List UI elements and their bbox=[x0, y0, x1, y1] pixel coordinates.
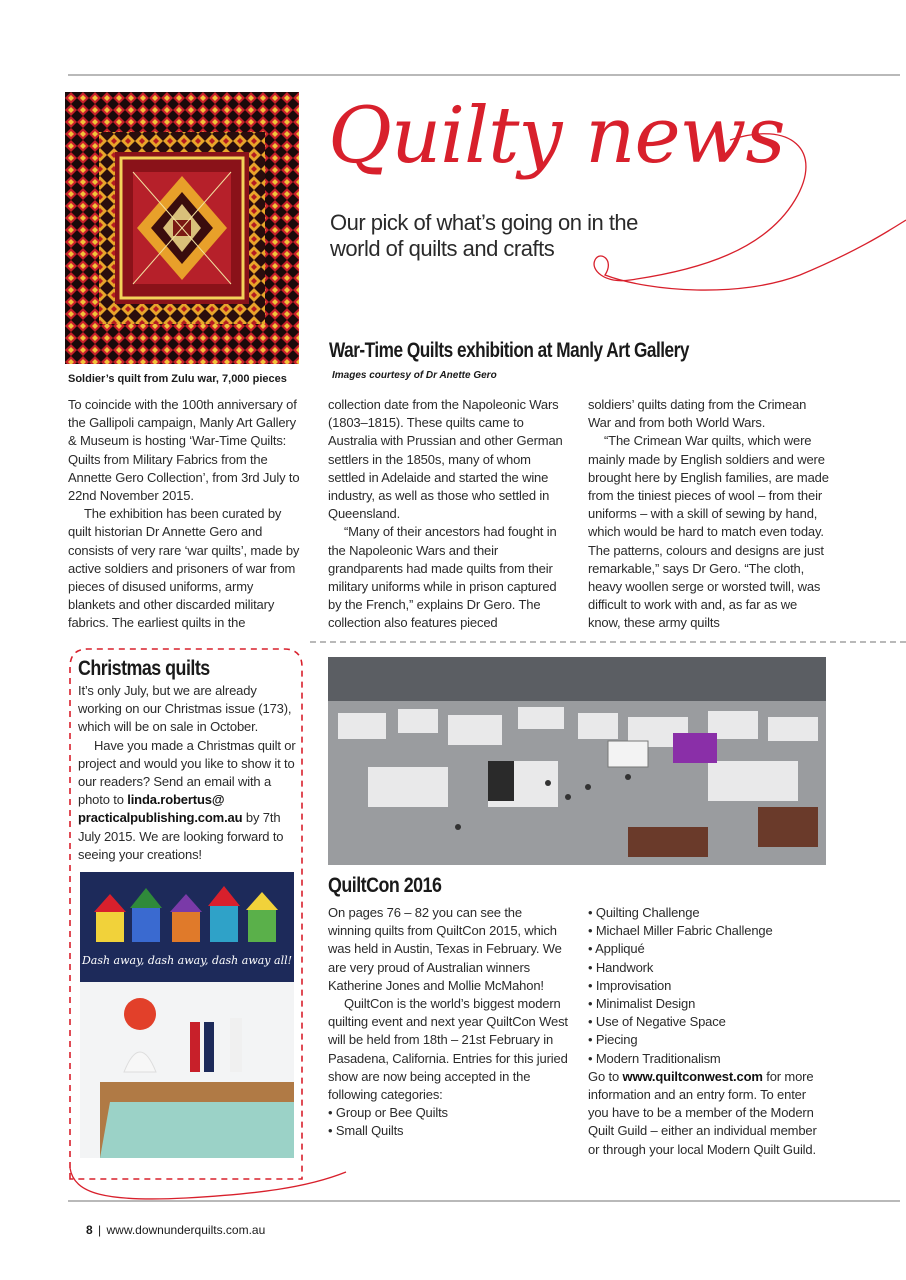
text: for more information and an entry form. To enter you have to be a member of the Modern Quilt Guild – either an individual member or through your local Modern Quilt Guild. bbox=[588, 1068, 817, 1157]
category-item: • Piecing bbox=[588, 1032, 638, 1048]
text: Have you made a Christmas quilt or project and would you like to show it to our readers? Send an email with a photo to bbox=[78, 737, 296, 808]
footer bbox=[86, 1223, 265, 1237]
quiltcon-column-2 bbox=[588, 904, 828, 1159]
war-time-column-3 bbox=[588, 396, 832, 633]
paragraph bbox=[588, 1068, 828, 1159]
war-time-heading: War-Time Quilts exhibition at Manly Art Gallery bbox=[329, 339, 689, 362]
paragraph: QuiltCon is the world’s biggest modern quilting event and next year QuiltCon West will be held from 18th – 21st February in Pasadena, California. Entries for this juried show are now being accepted in the following categories: bbox=[328, 996, 568, 1103]
category-item: • Quilting Challenge bbox=[588, 905, 700, 920]
paragraph: collection date from the Napoleonic Wars (1803–1815). These quilts came to Australia with Prussian and other German settlers in the 1850s, many of whom settled in Adelaide and started the wine industry, as well as those who settled in Queensland. bbox=[328, 397, 563, 522]
email-link[interactable]: linda.robertus@ practicalpublishing.com.au bbox=[78, 792, 243, 826]
category-item: • Small Quilts bbox=[328, 1123, 404, 1139]
website-link[interactable]: www.quiltconwest.com bbox=[622, 1068, 763, 1084]
christmas-text bbox=[78, 682, 300, 864]
paragraph: “Many of their ancestors had fought in the Napoleonic Wars and their grandparents had made quilts from their military uniforms while in prison captured by the French,” explains Dr Gero. The collection also features pieced bbox=[328, 524, 557, 631]
soldiers-quilt-photo bbox=[65, 92, 299, 364]
category-item: • Michael Miller Fabric Challenge bbox=[588, 923, 773, 939]
footer-separator: | bbox=[98, 1223, 102, 1237]
quiltcon-column-1 bbox=[328, 904, 568, 1141]
masthead-title: Quilty news bbox=[328, 91, 785, 181]
category-item: • Modern Traditionalism bbox=[588, 1050, 721, 1066]
section-divider bbox=[310, 641, 906, 643]
war-time-column-2 bbox=[328, 396, 570, 633]
category-item: • Use of Negative Space bbox=[588, 1014, 726, 1030]
category-item: • Appliqué bbox=[588, 941, 645, 957]
quiltcon-heading: QuiltCon 2016 bbox=[328, 874, 442, 897]
footer-url[interactable]: www.downunderquilts.com.au bbox=[106, 1223, 266, 1237]
category-item: • Group or Bee Quilts bbox=[328, 1105, 448, 1121]
page-number: 8 bbox=[86, 1223, 93, 1237]
paragraph: “The Crimean War quilts, which were mainly made by English soldiers and were brought here by English families, are made from the tiniest pieces of wool – from their uniforms – with a skill of sewing by hand, which would be hard to match even today. The patterns, colours and designs are just remarkable,” says Dr Gero. “The cloth, heavy woollen serge or worsted twill, was difficult to work with and, as far as we know, these army quilts bbox=[588, 433, 829, 631]
quiltcon-photo bbox=[328, 657, 826, 865]
top-rule bbox=[68, 74, 900, 76]
paragraph bbox=[78, 737, 300, 864]
soldiers-quilt-caption: Soldier’s quilt from Zulu war, 7,000 pieces bbox=[68, 373, 287, 385]
category-item: • Handwork bbox=[588, 959, 654, 975]
category-item: • Minimalist Design bbox=[588, 996, 696, 1012]
masthead-subtitle-line2: world of quilts and crafts bbox=[330, 236, 555, 261]
paragraph: soldiers’ quilts dating from the Crimean War and from both World Wars. bbox=[588, 397, 807, 431]
paragraph: To coincide with the 100th anniversary of the Gallipoli campaign, Manly Art Gallery & Museum is hosting ‘War-Time Quilts: Quilts from Military Fabrics from the Annette Gero Collection’, from 3rd July to 22nd November 2015. bbox=[68, 397, 300, 504]
bottom-rule bbox=[68, 1200, 900, 1202]
category-item: • Improvisation bbox=[588, 977, 672, 993]
masthead-subtitle-line1: Our pick of what’s going on in the bbox=[330, 210, 638, 235]
image-credit: Images courtesy of Dr Anette Gero bbox=[332, 370, 497, 381]
war-time-column-1 bbox=[68, 396, 302, 633]
paragraph: It’s only July, but we are already working on our Christmas issue (173), which will be on sale in October. bbox=[78, 683, 292, 735]
christmas-heading: Christmas quilts bbox=[78, 657, 210, 680]
christmas-quilt-photo bbox=[80, 872, 294, 1158]
bottom-thread-decoration bbox=[66, 1168, 366, 1204]
paragraph: On pages 76 – 82 you can see the winning quilts from QuiltCon 2015, which was held in Austin, Texas in February. We are very proud of Australian winners Katherine Jones and Mollie McMahon! bbox=[328, 905, 562, 993]
text: Go to bbox=[588, 1068, 623, 1084]
paragraph: The exhibition has been curated by quilt historian Dr Annette Gero and consists of very rare ‘war quilts’, made by active soldiers and prisoners of war from pieces of disused uniforms, army blankets and other discarded military fabrics. The earliest quilts in the bbox=[68, 506, 300, 631]
quilt-banner-text: Dash away, dash away, dash away all! bbox=[81, 954, 293, 967]
text: by 7th July 2015. We are looking forward to seeing your creations! bbox=[78, 810, 284, 862]
